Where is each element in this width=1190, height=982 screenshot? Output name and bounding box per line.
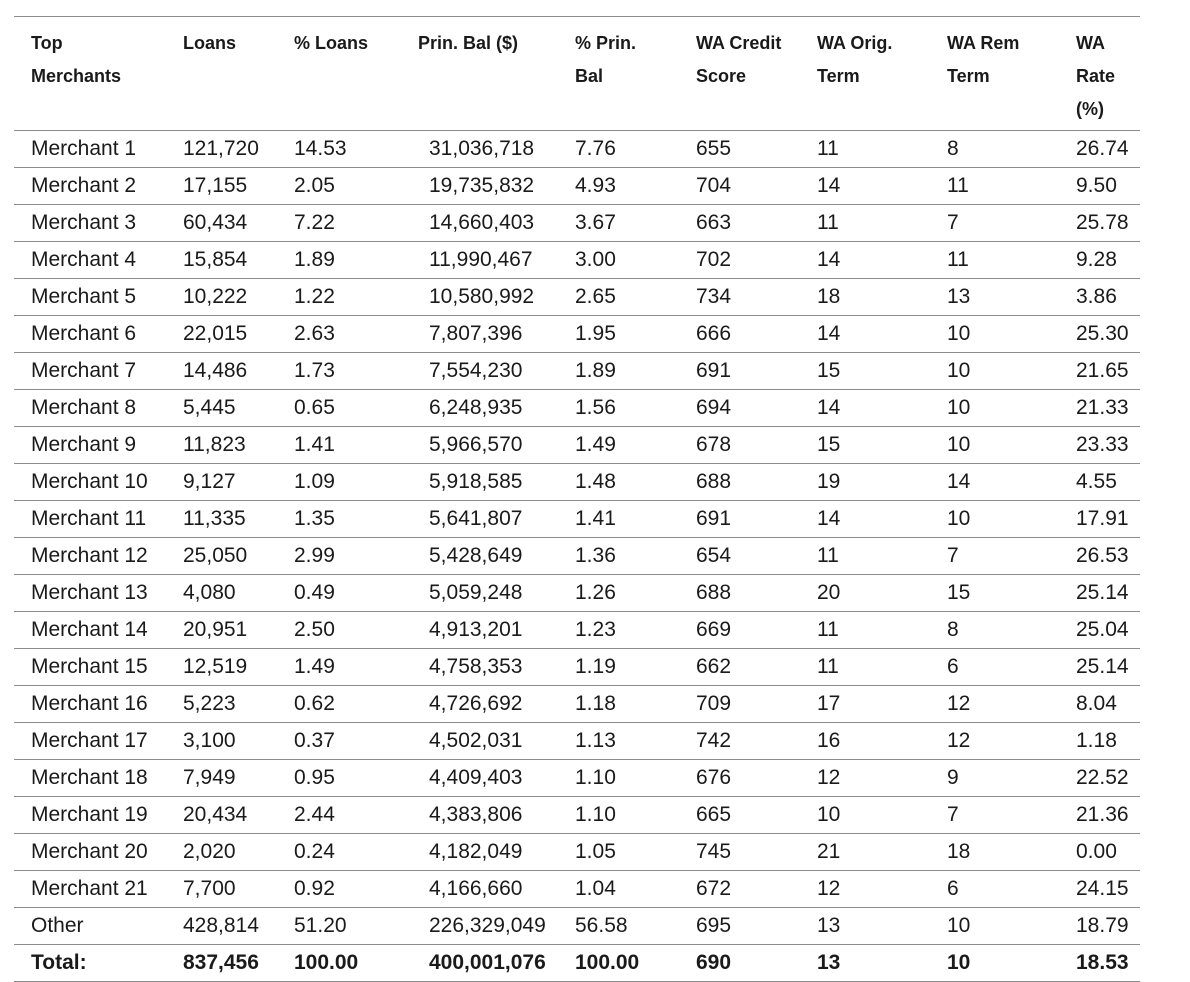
table-row — [14, 834, 1140, 871]
table-row — [14, 464, 1140, 501]
loans-cell: 15,854 — [166, 242, 277, 279]
pct-loans-cell: 0.49 — [277, 575, 401, 612]
wa-rem-term-cell: 8 — [930, 131, 1059, 168]
wa-credit-score-cell: 704 — [679, 168, 800, 205]
merchant-name-cell: Other — [14, 908, 166, 945]
table-row — [14, 501, 1140, 538]
wa-rem-term-cell: 10 — [930, 390, 1059, 427]
merchant-name-cell: Merchant 1 — [14, 131, 166, 168]
wa-orig-term-cell: 10 — [800, 797, 930, 834]
pct-loans-cell: 2.05 — [277, 168, 401, 205]
wa-credit-score-cell: 676 — [679, 760, 800, 797]
pct-prin-bal-cell: 100.00 — [558, 945, 679, 982]
pct-prin-bal-cell: 1.10 — [558, 760, 679, 797]
wa-credit-score-cell: 745 — [679, 834, 800, 871]
pct-prin-bal-cell: 3.67 — [558, 205, 679, 242]
table-row — [14, 686, 1140, 723]
pct-prin-bal-cell: 3.00 — [558, 242, 679, 279]
loans-cell: 14,486 — [166, 353, 277, 390]
loans-cell: 12,519 — [166, 649, 277, 686]
loans-cell: 20,434 — [166, 797, 277, 834]
pct-prin-bal-cell: 1.19 — [558, 649, 679, 686]
pct-prin-bal-cell: 1.04 — [558, 871, 679, 908]
wa-orig-term-cell: 14 — [800, 501, 930, 538]
wa-rate-cell: 21.36 — [1059, 797, 1140, 834]
loans-cell: 4,080 — [166, 575, 277, 612]
loans-cell: 7,949 — [166, 760, 277, 797]
wa-rate-cell: 22.52 — [1059, 760, 1140, 797]
wa-rem-term-cell: 7 — [930, 205, 1059, 242]
loans-cell: 22,015 — [166, 316, 277, 353]
merchant-name-cell: Total: — [14, 945, 166, 982]
wa-orig-term-cell: 11 — [800, 649, 930, 686]
wa-rem-term-cell: 13 — [930, 279, 1059, 316]
header-loans: Loans — [166, 17, 277, 131]
merchant-name-cell: Merchant 19 — [14, 797, 166, 834]
table-row — [14, 427, 1140, 464]
prin-bal-cell: 6,248,935 — [401, 390, 558, 427]
merchant-name-cell: Merchant 7 — [14, 353, 166, 390]
wa-rem-term-cell: 10 — [930, 427, 1059, 464]
merchant-name-cell: Merchant 18 — [14, 760, 166, 797]
pct-prin-bal-cell: 1.26 — [558, 575, 679, 612]
header-wa-rate: WA Rate (%) — [1059, 17, 1140, 131]
merchant-name-cell: Merchant 14 — [14, 612, 166, 649]
prin-bal-cell: 10,580,992 — [401, 279, 558, 316]
wa-credit-score-cell: 666 — [679, 316, 800, 353]
wa-rate-cell: 25.78 — [1059, 205, 1140, 242]
wa-rate-cell: 21.65 — [1059, 353, 1140, 390]
wa-rate-cell: 25.04 — [1059, 612, 1140, 649]
prin-bal-cell: 4,383,806 — [401, 797, 558, 834]
wa-rate-cell: 8.04 — [1059, 686, 1140, 723]
wa-credit-score-cell: 663 — [679, 205, 800, 242]
prin-bal-cell: 11,990,467 — [401, 242, 558, 279]
table-row — [14, 390, 1140, 427]
pct-prin-bal-cell: 1.05 — [558, 834, 679, 871]
pct-prin-bal-cell: 1.41 — [558, 501, 679, 538]
pct-prin-bal-cell: 1.36 — [558, 538, 679, 575]
wa-orig-term-cell: 13 — [800, 945, 930, 982]
wa-credit-score-cell: 655 — [679, 131, 800, 168]
loans-cell: 9,127 — [166, 464, 277, 501]
wa-rem-term-cell: 10 — [930, 501, 1059, 538]
header-wa-rem-term: WA Rem Term — [930, 17, 1059, 131]
pct-loans-cell: 14.53 — [277, 131, 401, 168]
wa-orig-term-cell: 14 — [800, 316, 930, 353]
table-row — [14, 242, 1140, 279]
pct-prin-bal-cell: 1.49 — [558, 427, 679, 464]
wa-credit-score-cell: 691 — [679, 501, 800, 538]
wa-rem-term-cell: 11 — [930, 168, 1059, 205]
merchant-name-cell: Merchant 9 — [14, 427, 166, 464]
wa-rate-cell: 26.74 — [1059, 131, 1140, 168]
wa-orig-term-cell: 14 — [800, 168, 930, 205]
pct-prin-bal-cell: 7.76 — [558, 131, 679, 168]
merchant-name-cell: Merchant 5 — [14, 279, 166, 316]
wa-rate-cell: 3.86 — [1059, 279, 1140, 316]
loans-cell: 17,155 — [166, 168, 277, 205]
wa-rem-term-cell: 7 — [930, 538, 1059, 575]
pct-loans-cell: 100.00 — [277, 945, 401, 982]
wa-credit-score-cell: 665 — [679, 797, 800, 834]
wa-credit-score-cell: 691 — [679, 353, 800, 390]
wa-credit-score-cell: 690 — [679, 945, 800, 982]
merchant-table-container — [14, 16, 1140, 982]
wa-orig-term-cell: 19 — [800, 464, 930, 501]
loans-cell: 5,445 — [166, 390, 277, 427]
wa-credit-score-cell: 678 — [679, 427, 800, 464]
loans-cell: 428,814 — [166, 908, 277, 945]
wa-credit-score-cell: 702 — [679, 242, 800, 279]
table-row — [14, 205, 1140, 242]
prin-bal-cell: 5,428,649 — [401, 538, 558, 575]
wa-rate-cell: 1.18 — [1059, 723, 1140, 760]
pct-prin-bal-cell: 1.95 — [558, 316, 679, 353]
wa-orig-term-cell: 12 — [800, 760, 930, 797]
prin-bal-cell: 7,554,230 — [401, 353, 558, 390]
top-merchants-table — [14, 16, 1140, 982]
pct-prin-bal-cell: 1.56 — [558, 390, 679, 427]
prin-bal-cell: 4,726,692 — [401, 686, 558, 723]
wa-rate-cell: 18.53 — [1059, 945, 1140, 982]
table-row — [14, 797, 1140, 834]
pct-loans-cell: 1.09 — [277, 464, 401, 501]
prin-bal-cell: 4,409,403 — [401, 760, 558, 797]
wa-orig-term-cell: 20 — [800, 575, 930, 612]
prin-bal-cell: 4,758,353 — [401, 649, 558, 686]
pct-loans-cell: 2.50 — [277, 612, 401, 649]
merchant-name-cell: Merchant 15 — [14, 649, 166, 686]
merchant-name-cell: Merchant 20 — [14, 834, 166, 871]
pct-loans-cell: 1.35 — [277, 501, 401, 538]
pct-loans-cell: 0.24 — [277, 834, 401, 871]
loans-cell: 2,020 — [166, 834, 277, 871]
wa-orig-term-cell: 15 — [800, 427, 930, 464]
pct-loans-cell: 2.63 — [277, 316, 401, 353]
wa-credit-score-cell: 669 — [679, 612, 800, 649]
table-row — [14, 538, 1140, 575]
wa-rate-cell: 0.00 — [1059, 834, 1140, 871]
merchant-name-cell: Merchant 13 — [14, 575, 166, 612]
wa-credit-score-cell: 688 — [679, 575, 800, 612]
pct-loans-cell: 0.92 — [277, 871, 401, 908]
wa-orig-term-cell: 15 — [800, 353, 930, 390]
merchant-name-cell: Merchant 10 — [14, 464, 166, 501]
pct-loans-cell: 2.44 — [277, 797, 401, 834]
table-row — [14, 131, 1140, 168]
wa-orig-term-cell: 12 — [800, 871, 930, 908]
wa-orig-term-cell: 14 — [800, 390, 930, 427]
wa-rem-term-cell: 10 — [930, 316, 1059, 353]
wa-credit-score-cell: 734 — [679, 279, 800, 316]
merchant-name-cell: Merchant 17 — [14, 723, 166, 760]
wa-rate-cell: 25.30 — [1059, 316, 1140, 353]
pct-loans-cell: 2.99 — [277, 538, 401, 575]
wa-rem-term-cell: 8 — [930, 612, 1059, 649]
wa-rate-cell: 24.15 — [1059, 871, 1140, 908]
wa-credit-score-cell: 695 — [679, 908, 800, 945]
table-row — [14, 649, 1140, 686]
merchant-name-cell: Merchant 3 — [14, 205, 166, 242]
prin-bal-cell: 5,966,570 — [401, 427, 558, 464]
wa-rem-term-cell: 12 — [930, 723, 1059, 760]
wa-rate-cell: 18.79 — [1059, 908, 1140, 945]
merchant-name-cell: Merchant 4 — [14, 242, 166, 279]
loans-cell: 60,434 — [166, 205, 277, 242]
prin-bal-cell: 5,918,585 — [401, 464, 558, 501]
pct-prin-bal-cell: 1.10 — [558, 797, 679, 834]
wa-rate-cell: 25.14 — [1059, 575, 1140, 612]
wa-orig-term-cell: 11 — [800, 538, 930, 575]
prin-bal-cell: 4,913,201 — [401, 612, 558, 649]
wa-rate-cell: 21.33 — [1059, 390, 1140, 427]
wa-orig-term-cell: 11 — [800, 205, 930, 242]
wa-orig-term-cell: 13 — [800, 908, 930, 945]
wa-orig-term-cell: 16 — [800, 723, 930, 760]
merchant-name-cell: Merchant 2 — [14, 168, 166, 205]
wa-rem-term-cell: 14 — [930, 464, 1059, 501]
table-row — [14, 871, 1140, 908]
table-row — [14, 612, 1140, 649]
pct-prin-bal-cell: 1.18 — [558, 686, 679, 723]
loans-cell: 837,456 — [166, 945, 277, 982]
pct-loans-cell: 1.41 — [277, 427, 401, 464]
wa-orig-term-cell: 11 — [800, 131, 930, 168]
wa-rem-term-cell: 7 — [930, 797, 1059, 834]
wa-credit-score-cell: 662 — [679, 649, 800, 686]
wa-rem-term-cell: 10 — [930, 908, 1059, 945]
pct-loans-cell: 0.95 — [277, 760, 401, 797]
wa-rate-cell: 9.50 — [1059, 168, 1140, 205]
merchant-name-cell: Merchant 21 — [14, 871, 166, 908]
pct-prin-bal-cell: 4.93 — [558, 168, 679, 205]
wa-rem-term-cell: 10 — [930, 945, 1059, 982]
table-row — [14, 575, 1140, 612]
pct-prin-bal-cell: 1.13 — [558, 723, 679, 760]
wa-orig-term-cell: 18 — [800, 279, 930, 316]
header-prin-bal: Prin. Bal ($) — [401, 17, 558, 131]
prin-bal-cell: 5,059,248 — [401, 575, 558, 612]
merchant-name-cell: Merchant 12 — [14, 538, 166, 575]
table-row — [14, 760, 1140, 797]
merchant-name-cell: Merchant 8 — [14, 390, 166, 427]
table-row — [14, 723, 1140, 760]
prin-bal-cell: 226,329,049 — [401, 908, 558, 945]
pct-loans-cell: 0.65 — [277, 390, 401, 427]
header-wa-credit-score: WA Credit Score — [679, 17, 800, 131]
wa-credit-score-cell: 688 — [679, 464, 800, 501]
table-row — [14, 279, 1140, 316]
merchant-name-cell: Merchant 11 — [14, 501, 166, 538]
pct-prin-bal-cell: 56.58 — [558, 908, 679, 945]
loans-cell: 11,823 — [166, 427, 277, 464]
wa-rem-term-cell: 11 — [930, 242, 1059, 279]
loans-cell: 11,335 — [166, 501, 277, 538]
loans-cell: 121,720 — [166, 131, 277, 168]
table-row — [14, 908, 1140, 945]
wa-credit-score-cell: 709 — [679, 686, 800, 723]
total-row — [14, 945, 1140, 982]
prin-bal-cell: 400,001,076 — [401, 945, 558, 982]
pct-loans-cell: 1.49 — [277, 649, 401, 686]
wa-orig-term-cell: 21 — [800, 834, 930, 871]
loans-cell: 10,222 — [166, 279, 277, 316]
pct-loans-cell: 1.73 — [277, 353, 401, 390]
header-pct-loans: % Loans — [277, 17, 401, 131]
merchant-name-cell: Merchant 16 — [14, 686, 166, 723]
prin-bal-cell: 4,502,031 — [401, 723, 558, 760]
wa-rate-cell: 17.91 — [1059, 501, 1140, 538]
wa-rate-cell: 25.14 — [1059, 649, 1140, 686]
prin-bal-cell: 31,036,718 — [401, 131, 558, 168]
wa-rem-term-cell: 9 — [930, 760, 1059, 797]
header-top-merchants: Top Merchants — [14, 17, 166, 131]
loans-cell: 5,223 — [166, 686, 277, 723]
pct-prin-bal-cell: 1.23 — [558, 612, 679, 649]
loans-cell: 3,100 — [166, 723, 277, 760]
pct-loans-cell: 0.62 — [277, 686, 401, 723]
header-wa-orig-term: WA Orig. Term — [800, 17, 930, 131]
table-row — [14, 168, 1140, 205]
pct-loans-cell: 0.37 — [277, 723, 401, 760]
pct-prin-bal-cell: 1.89 — [558, 353, 679, 390]
table-body — [14, 131, 1140, 982]
wa-rate-cell: 23.33 — [1059, 427, 1140, 464]
prin-bal-cell: 19,735,832 — [401, 168, 558, 205]
pct-prin-bal-cell: 1.48 — [558, 464, 679, 501]
wa-orig-term-cell: 17 — [800, 686, 930, 723]
prin-bal-cell: 4,182,049 — [401, 834, 558, 871]
wa-rem-term-cell: 10 — [930, 353, 1059, 390]
table-row — [14, 353, 1140, 390]
wa-rem-term-cell: 6 — [930, 649, 1059, 686]
pct-loans-cell: 1.89 — [277, 242, 401, 279]
prin-bal-cell: 5,641,807 — [401, 501, 558, 538]
merchant-name-cell: Merchant 6 — [14, 316, 166, 353]
wa-credit-score-cell: 694 — [679, 390, 800, 427]
header-pct-prin-bal: % Prin. Bal — [558, 17, 679, 131]
wa-orig-term-cell: 11 — [800, 612, 930, 649]
pct-loans-cell: 7.22 — [277, 205, 401, 242]
wa-rem-term-cell: 15 — [930, 575, 1059, 612]
loans-cell: 25,050 — [166, 538, 277, 575]
wa-credit-score-cell: 742 — [679, 723, 800, 760]
wa-rate-cell: 26.53 — [1059, 538, 1140, 575]
table-row — [14, 316, 1140, 353]
wa-credit-score-cell: 672 — [679, 871, 800, 908]
pct-loans-cell: 51.20 — [277, 908, 401, 945]
wa-credit-score-cell: 654 — [679, 538, 800, 575]
pct-loans-cell: 1.22 — [277, 279, 401, 316]
wa-orig-term-cell: 14 — [800, 242, 930, 279]
pct-prin-bal-cell: 2.65 — [558, 279, 679, 316]
table-header-row — [14, 17, 1140, 131]
wa-rate-cell: 9.28 — [1059, 242, 1140, 279]
prin-bal-cell: 14,660,403 — [401, 205, 558, 242]
prin-bal-cell: 4,166,660 — [401, 871, 558, 908]
wa-rem-term-cell: 18 — [930, 834, 1059, 871]
prin-bal-cell: 7,807,396 — [401, 316, 558, 353]
wa-rem-term-cell: 12 — [930, 686, 1059, 723]
loans-cell: 20,951 — [166, 612, 277, 649]
loans-cell: 7,700 — [166, 871, 277, 908]
wa-rate-cell: 4.55 — [1059, 464, 1140, 501]
wa-rem-term-cell: 6 — [930, 871, 1059, 908]
